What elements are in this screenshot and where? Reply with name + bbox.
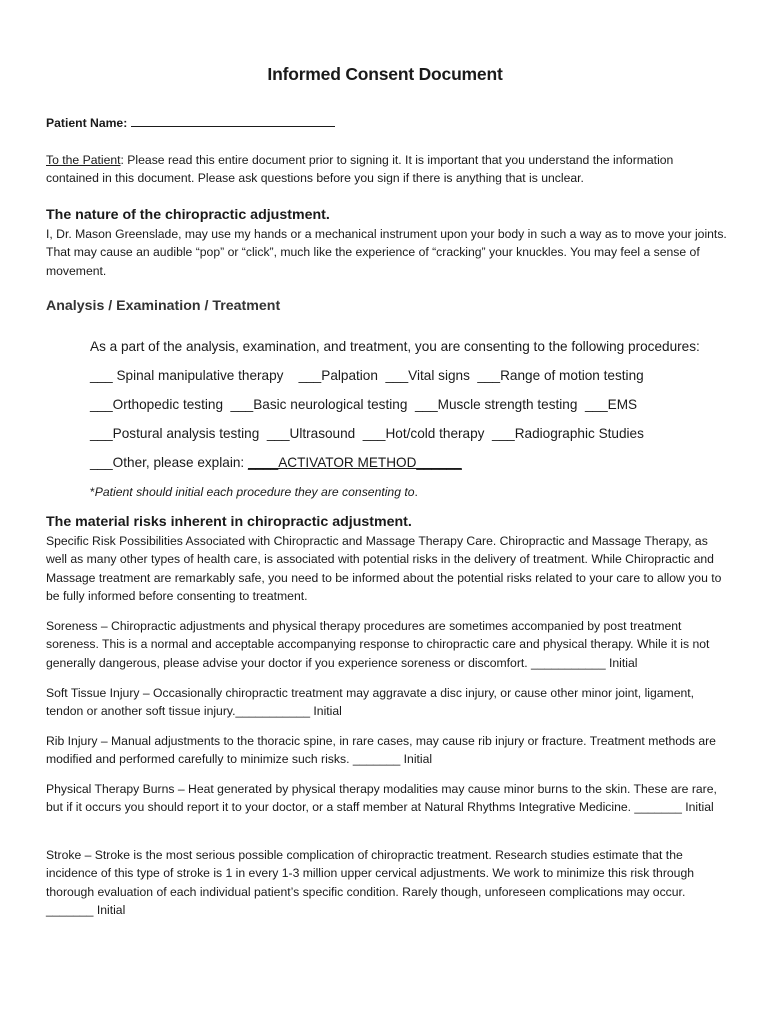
to-patient-text: : Please read this entire document prior to signing it. It is important that you understand the information contained in this document. Please ask questions before you sign if there is anything that is unclear. <box>46 153 674 186</box>
patient-name-field[interactable] <box>131 114 335 127</box>
risks-intro: Specific Risk Possibilities Associated with Chiropractic and Massage Therapy Care. Chiropractic and Massage Therapy, as well as many other types of health care, is associated with potential risks in the delivery of treatment. While Chiropractic and Massage treatment are remarkably safe, you need to be informed about the potential risks related to your care to allow you to be fully informed before consenting to treatment. <box>46 534 722 604</box>
other-explain-label: ___Other, please explain: <box>90 455 248 470</box>
to-patient-paragraph <box>46 151 728 188</box>
other-explain-value[interactable]: ____ACTIVATOR METHOD______ <box>247 455 462 470</box>
risk-soft-tissue: Soft Tissue Injury – Occasionally chiropractic treatment may aggravate a disc injury, or cause other minor joint, ligament, tendon or another soft tissue injury.___________ Initial <box>46 686 695 719</box>
risk-burns: Physical Therapy Burns – Heat generated by physical therapy modalities may cause minor burns to the skin. These are rare, but if it occurs you should report it to your doctor, or a staff member at Natural Rhythms Integrative Medicine. _______ Initial <box>46 782 717 815</box>
initial-note-star: * <box>90 485 95 499</box>
initial-note <box>90 485 418 499</box>
to-patient-label: To the Patient <box>46 153 121 167</box>
patient-name-row <box>46 114 728 132</box>
nature-heading: The nature of the chiropractic adjustment. <box>46 207 330 223</box>
initial-note-end: . <box>414 485 418 499</box>
procedure-row-4 <box>90 454 462 472</box>
risk-soreness: Soreness – Chiropractic adjustments and physical therapy procedures are sometimes accompanied by post treatment soreness. This is a normal and acceptable accompanying response to chiropractic care and physical therapy. While it is not generally dangerous, please advise your doctor if you experience soreness or discomfort. ___________ Initial <box>46 619 710 670</box>
procedure-row-3[interactable]: ___Postural analysis testing ___Ultrasound ___Hot/cold therapy ___Radiographic Studies <box>90 426 644 441</box>
procedure-row-2[interactable]: ___Orthopedic testing ___Basic neurological testing ___Muscle strength testing ___EMS <box>90 397 638 412</box>
analysis-heading: Analysis / Examination / Treatment <box>46 298 281 314</box>
document-title: Informed Consent Document <box>267 64 503 84</box>
nature-text: I, Dr. Mason Greenslade, may use my hands or a mechanical instrument upon your body in such a way as to move your joints. That may cause an audible “pop” or “click”, much like the experience of “cracking” your knuckles. You may feel a sense of movement. <box>46 227 727 278</box>
risks-heading: The material risks inherent in chiropractic adjustment. <box>46 514 412 530</box>
procedure-row-1[interactable]: ___ Spinal manipulative therapy ___Palpation ___Vital signs ___Range of motion testing <box>90 368 644 383</box>
risk-rib-injury: Rib Injury – Manual adjustments to the thoracic spine, in rare cases, may cause rib injury or fracture. Treatment methods are modified and performed carefully to minimize such risks. _______ Initial <box>46 734 716 767</box>
risk-stroke: Stroke – Stroke is the most serious possible complication of chiropractic treatment. Research studies estimate that the incidence of this type of stroke is 1 in every 1-3 million upper cervical adjustments. We work to minimize this risk through thorough evaluation of each individual patient’s specific condition. Rarely though, unforeseen complications may occur. _______ Initial <box>46 848 695 918</box>
analysis-intro: As a part of the analysis, examination, and treatment, you are consenting to the following procedures: <box>90 339 700 354</box>
initial-note-text: Patient should initial each procedure they are consenting to <box>94 485 415 499</box>
patient-name-label: Patient Name: <box>46 116 128 130</box>
